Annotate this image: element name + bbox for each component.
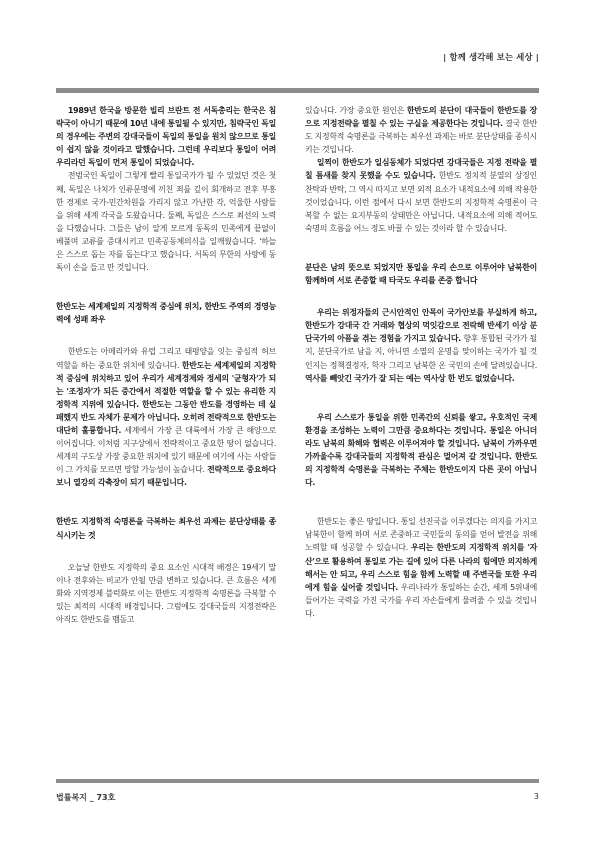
paragraph bbox=[305, 515, 537, 620]
text-emphasis: 전략적으로 중요하다보니 열강의 각축장이 되기 때문입니다. bbox=[56, 465, 276, 488]
text-normal: 향후 통합된 국가가 될지, 분단국가로 남을 지, 아니면 소멸의 운명을 맞이하는 국가가 될 것인지는 정책결정자, 학자 그리고 남북한 온 국민의 손에 달려있습니다. bbox=[305, 334, 537, 370]
text-normal: 있습니다. 가장 중요한 원인은 bbox=[305, 106, 407, 115]
text-emphasis: 일찍이 한반도가 일심동체가 되었다면 강대국들은 지정 전략을 펼칠 틈새를 찾지 못했을 수도 있습니다. bbox=[305, 158, 537, 181]
top-divider bbox=[56, 88, 539, 93]
section-heading: 분단은 남의 뜻으로 되었지만 통일을 우리 손으로 이루어야 남북한이 함께하며 서로 존중할 때 타국도 우리를 존중 합니다 bbox=[305, 262, 537, 286]
text-emphasis: 우리는 한반도의 지정학적 위치를 '자산'으로 활용하여 통일로 가는 길에 있어 다른 나라의 힘에만 의지하게 해서는 안 되고, 우리 스스로 힘을 함께 노력할 때 주변국들 또한 우리에게 힘을 실어줄 것입니다. bbox=[305, 543, 537, 592]
paragraph-lead: 1989년 한국을 방문한 빌리 브란트 전 서독총리는 한국은 침략국이 아니기 때문에 10년 내에 통일될 수 있지만, 침략국인 독일의 경우에는 주변의 강대국들이 독일의 통일을 원치 않으므로 통일이 쉽지 않을 것이라고 말했습니다. 그런데 우리보다 통일이 어려우리라던 독일이 먼저 통일이 되었습니다. bbox=[56, 106, 277, 168]
section-label: | 함께 생각해 보는 세상 | bbox=[443, 52, 539, 62]
right-column bbox=[305, 104, 537, 620]
text-emphasis: 역사를 빼앗긴 국가가 잘 되는 예는 역사상 한 번도 없었습니다. bbox=[305, 373, 515, 383]
text-normal: 한반도는 아메리카와 유럽 그리고 태평양을 잇는 중심적 허브 역할을 하는 중요한 위치에 있습니다. bbox=[56, 347, 276, 370]
paragraph: 오늘날 한반도 지정학의 중요 요소인 시대적 배경은 19세기 말이나 전후와는 비교가 안될 만큼 변하고 있습니다. 큰 흐름은 세계화와 지역경제 블럭화로 이는 한반도 지정학적 숙명론을 극복할 수 있는 최적의 시대적 배경입니다. 그럼에도 강대국들의 지정전략은 아직도 한반도를 맴돌고 bbox=[56, 562, 276, 624]
text-emphasis: 한반도의 분단이 대국들이 한반도를 장으로 지정전략을 펼칠 수 있는 구실을 제공한다는 것입니다. bbox=[305, 106, 537, 129]
text-normal: 한반도는 좋은 땅입니다. 통일 선진국을 이루겠다는 의지를 가지고 남북한이 함께 하며 서로 존중하고 국민들의 동의를 얻어 발전을 위해 노력할 때 성공할 수 있습니다. bbox=[305, 517, 537, 553]
text-emphasis: 한반도는 세계제일의 지정학적 중심에 위치하고 있어 우리가 세계경제와 정세의 '균형자'가 되는 '조정자'가 되든 중간에서 적절한 역할을 할 수 있는 유리한 지정학적 지위에 있습니다. 한반도는 그동안 반도를 경영하는 데 실패했지 반도 자체가 문제가 아닙니다. 오히려 전략적으로 한반도는 대단히 훌륭합니다. bbox=[56, 360, 276, 435]
paragraph bbox=[56, 345, 276, 489]
paragraph bbox=[305, 306, 537, 385]
text-normal: 우리나라가 통일하는 순간, 세계 5위내에 들어가는 국력을 가진 국가를 우리 자손들에게 물려줄 수 있을 것입니다. bbox=[305, 582, 537, 618]
page-number: 3 bbox=[533, 792, 539, 801]
text-normal: 세계에서 가장 큰 대륙에서 가장 큰 해양으로 이어집니다. 이처럼 지구상에서 전략적이고 중요한 땅이 없습니다. 세계의 구도상 가장 중요한 위치에 있기 때문에 여기에 사는 사람들이 그 가치를 모르면 망할 가능성이 높습니다. bbox=[56, 425, 276, 475]
publication-label: 법률복지 _ 73호 bbox=[56, 793, 116, 802]
text-emphasis: 우리는 위정자들의 근시안적인 안목이 국가안보를 부실하게 하고, 한반도가 강대국 간 거래와 협상의 먹잇감으로 전락해 반세기 이상 분단국가의 아픔을 겪는 경험을 가지고 있습니다. bbox=[305, 308, 537, 344]
section-heading: 한반도 지정학적 숙명론을 극복하는 최우선 과제는 분단상태를 종식시키는 것 bbox=[56, 517, 276, 540]
paragraph bbox=[305, 156, 537, 235]
bottom-divider bbox=[56, 779, 539, 783]
paragraph: 전범국인 독일이 그렇게 빨리 통일국가가 될 수 있었던 것은 첫째, 독일은 나치가 인류문명에 끼친 죄를 깊이 회개하고 전후 부흥한 경제로 국가-민간차원을 가리지 않고 가난한 각, 억울한 사람들을 위해 세계 각국을 도왔습니다. 둘째, 독일은 스스로 최선의 노력을 다했습니다. 그들은 남이 알게 모르게 동독의 민족에게 끝없이 베풀며 교류를 증대시키고 민족공동체의식을 일깨웠습니다. '하늘은 스스로 돕는 자를 돕는다'고 했습니다. 서독의 무한의 사랑에 동독이 손을 들고 만 것입니다. bbox=[56, 171, 276, 273]
paragraph bbox=[305, 104, 537, 156]
section-heading: 한반도는 세계제일의 지정학적 중심에 위치, 한반도 주역의 경영능력에 성패 좌우 bbox=[56, 302, 276, 325]
left-column bbox=[56, 104, 276, 626]
text-normal: 결국 한반도 지정학적 숙명론을 극복하는 최우선 과제는 바로 분단상태를 종식시키는 것입니다. bbox=[305, 119, 537, 155]
text-normal: 한반도 정치적 분열의 상징인 찬탁과 반탁, 그 역시 따지고 보면 외적 요소가 내적요소에 의해 작용한 것이었습니다. 이런 점에서 다시 보면 한반도의 지정학적 숙명론이 극복할 수 없는 요지부동의 상태만은 아닙니다. 내적요소에 의해 적어도 숙명의 흐름을 어느 정도 바꿀 수 있는 것이라 할 수 있습니다. bbox=[305, 171, 537, 233]
paragraph-emphasis: 우리 스스로가 통일을 위한 민족간의 신뢰를 쌓고, 우호적인 국제환경을 조성하는 노력이 그만큼 중요하다는 것입니다. 통일은 아니더라도 남북의 화해와 협력은 이루어져야 할 것입니다. 남북이 가까우면 가까울수록 강대국들의 지정학적 관심은 멀어져 갈 것입니다. 한반도의 지정학적 숙명론을 극복하는 주체는 한반도이지 다른 곳이 아닙니다. bbox=[305, 412, 537, 488]
